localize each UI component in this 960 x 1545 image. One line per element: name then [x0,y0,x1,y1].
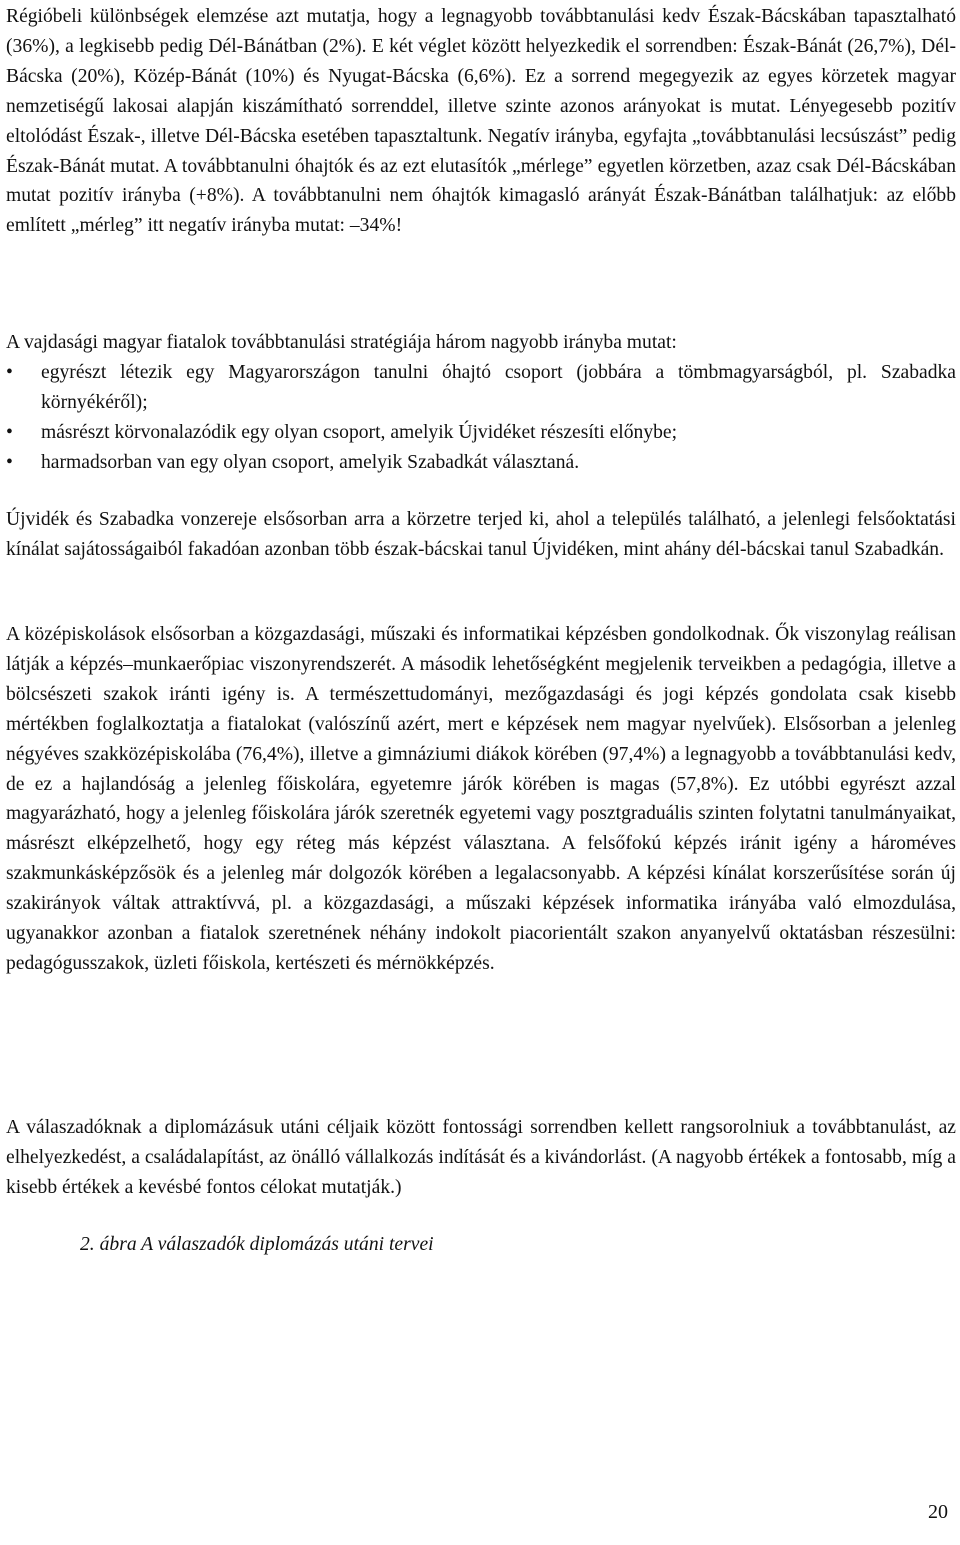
paragraph-post-diploma-goals: A válaszadóknak a diplomázásuk utáni céljaik között fontossági sorrendben kellett rangsorolniuk a továbbtanulást, az elhelyezkedést, a családalapítást, az önálló vállalkozás indítását és a kivándorlást. (A nagyobb értékek a fontosabb, míg a kisebb értékek a kevésbé fontos célokat mutatják.) [6,1117,956,1198]
bullet-text: harmadsorban van egy olyan csoport, amelyik Szabadkát választaná. [41,451,580,473]
bullet-item [6,358,956,418]
page-number: 20 [928,1501,948,1523]
strategy-bullet-list [6,358,956,478]
paragraph-strategy-intro: A vajdasági magyar fiatalok továbbtanulási stratégiája három nagyobb irányba mutat: [6,332,677,353]
bullet-icon: • [6,421,13,443]
bullet-icon: • [6,451,13,473]
bullet-icon: • [6,362,13,383]
bullet-text: másrészt körvonalazódik egy olyan csoport, amelyik Újvidéket részesíti előnybe; [41,421,678,443]
bullet-item [6,418,956,448]
paragraph-regional-differences: Régióbeli különbségek elemzése azt mutatja, hogy a legnagyobb továbbtanulási kedv Észak-Bácskában tapasztalható (36%), a legkisebb pedig Dél-Bánátban (2%). E két véglet között helyezkedik el sorrendben: Észak-Bánát (26,7%), Dél-Bácska (20%), Közép-Bánát (10%) és Nyugat-Bácska (6,6%). Ez a sorrend megegyezik az egyes körzetek magyar nemzetiségű lakosai alapján kiszámítható sorrenddel, illetve szinte azonos arányokat is mutat. Lényegesebb pozitív eltolódást Észak-, illetve Dél-Bácska esetében tapasztaltunk. Negatív irányba, egyfajta „továbbtanulási lecsúszást” pedig Észak-Bánát mutat. A továbbtanulni óhajtók és az ezt elutasítók „mérlege” egyetlen körzetben, azaz csak Dél-Bácskában mutat pozitív irányba (+8%). A továbbtanulni nem óhajtók kimagasló arányát Észak-Bánátban találhatjuk: az előbb említett „mérleg” itt negatív irányba mutat: –34%! [6,6,956,237]
figure-caption: 2. ábra A válaszadók diplomázás utáni tervei [80,1234,434,1255]
paragraph-student-preferences: A középiskolások elsősorban a közgazdasági, műszaki és informatikai képzésben gondolkodnak. Ők viszonylag reálisan látják a képzés–munkaerőpiac viszonyrendszerét. A második lehetőségként megjelenik terveikben a pedagógia, illetve a bölcsészeti szakok iránti igény is. A természettudományi, mezőgazdasági és jogi képzés gondolata csak kisebb mértékben foglalkoztatja a fiatalokat (valószínű azért, mert e képzések nem magyar nyelvűek). Elsősorban a jelenleg négyéves szakközépiskolába (76,4%), illetve a gimnáziumi diákok körében (97,4%) a legnagyobb a továbbtanulási kedv, de ez a hajlandóság a jelenleg főiskolára, egyetemre járók körében is magas (57,8%). Ez utóbbi egyrészt azzal magyarázható, hogy a jelenleg főiskolára járók szeretnék egyetemi vagy posztgraduális szinten folytatni tanulmányaikat, másrészt elképzelhető, hogy egy réteg más képzést választana. A felsőfokú képzés iránit igény a hároméves szakmunkásképzősök és a jelenleg már dolgozók körében a legalacsonyabb. A képzési kínálat korszerűsítése során új szakirányok váltak attraktívvá, pl. a közgazdasági, a műszaki képzések informatika irányába való elmozdulása, ugyanakkor azonban a fiatalok szeretnének néhány indokolt piacorientált szakon anyanyelvű oktatásban részesülni: pedagógusszakok, üzleti főiskola, kertészeti és mérnökképzés. [6,624,956,974]
bullet-item [6,448,956,478]
bullet-text: egyrészt létezik egy Magyarországon tanulni óhajtó csoport (jobbára a tömbmagyarságból, pl. Szabadka környékéről); [41,362,956,413]
document-page [6,0,956,1545]
paragraph-university-attraction: Újvidék és Szabadka vonzereje elsősorban arra a körzetre terjed ki, ahol a település található, a jelenlegi felsőoktatási kínálat sajátosságaiból fakadóan azonban több észak-bácskai tanul Újvidéken, mint ahány dél-bácskai tanul Szabadkán. [6,509,956,560]
